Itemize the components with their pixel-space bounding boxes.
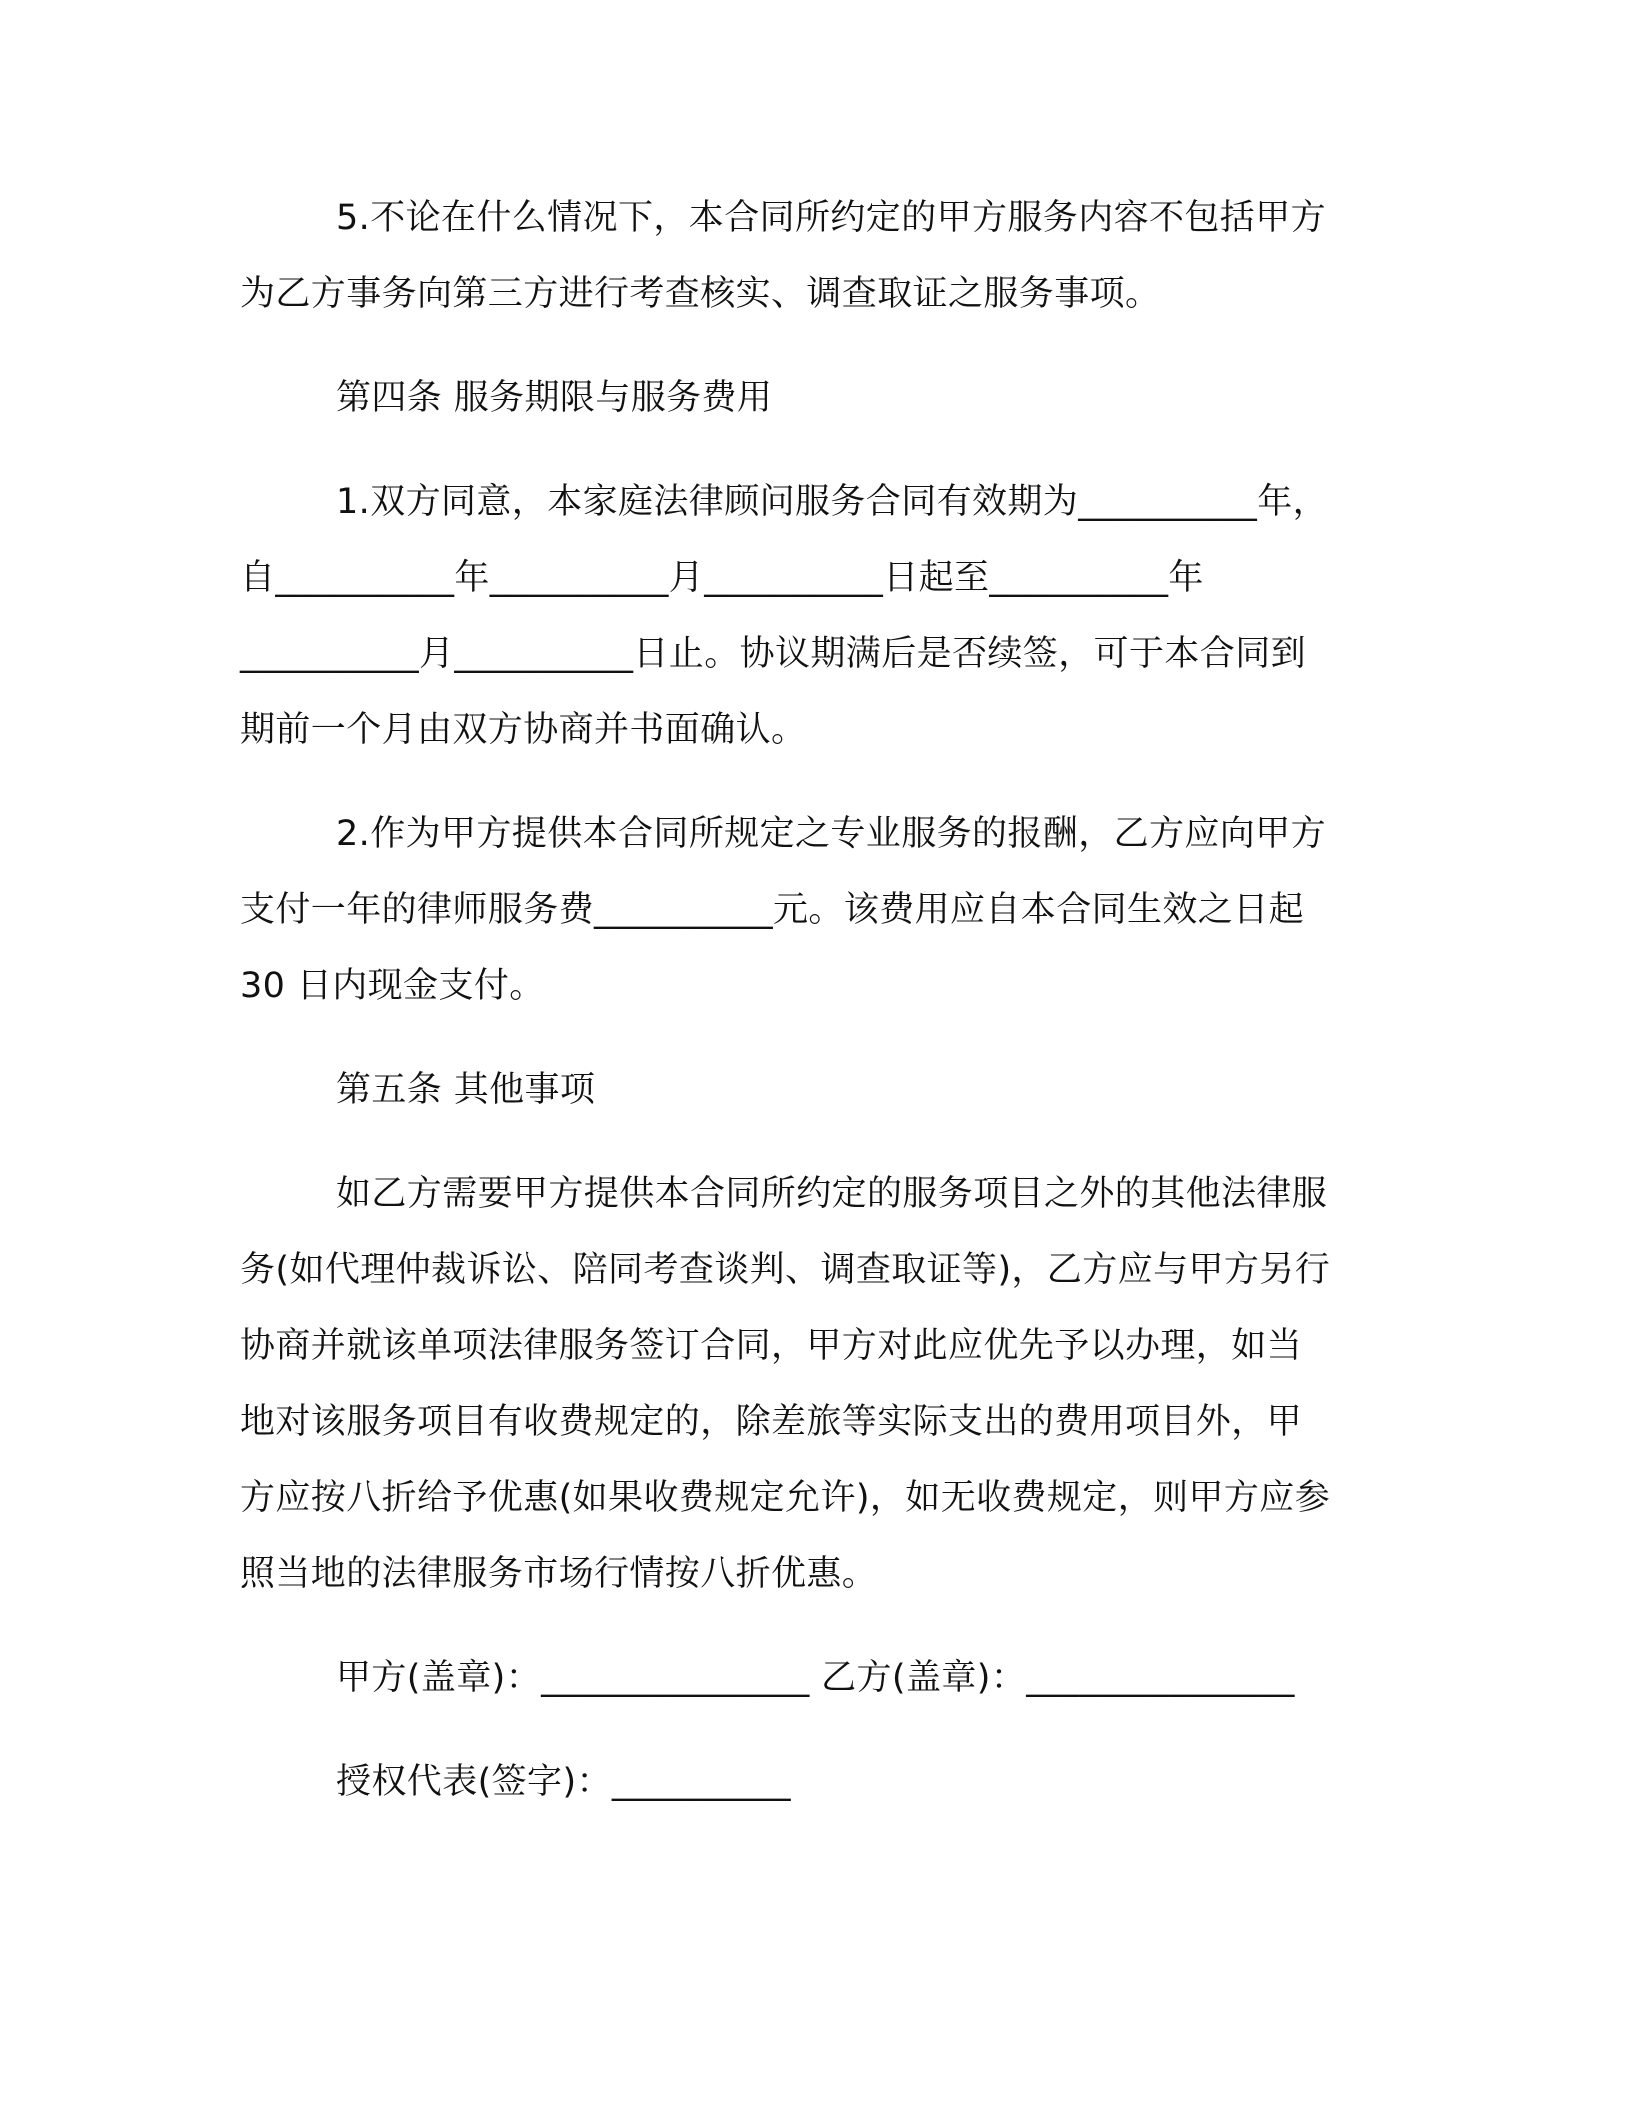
article-4-heading: 第四条 服务期限与服务费用 (336, 378, 773, 418)
clause-4-2-line-3: 30 日内现金支付。 (240, 966, 545, 1006)
clause-4-1-line-1: 1.双方同意，本家庭法律顾问服务合同有效期为__________年， (336, 482, 1328, 522)
clause-4-2-line-1: 2.作为甲方提供本合同所规定之专业服务的报酬，乙方应向甲方 (336, 814, 1326, 854)
article-5-heading: 第五条 其他事项 (336, 1070, 596, 1110)
clause-4-1-line-4: 期前一个月由双方协商并书面确认。 (240, 710, 807, 750)
clause-3-5-line-1: 5.不论在什么情况下，本合同所约定的甲方服务内容不包括甲方 (336, 198, 1326, 238)
authorized-signature-line: 授权代表(签字)：__________ (336, 1762, 791, 1802)
article-5-line-2: 务(如代理仲裁诉讼、陪同考查谈判、调查取证等)，乙方应与甲方另行 (240, 1250, 1331, 1290)
clause-4-2-line-2: 支付一年的律师服务费__________元。该费用应自本合同生效之日起 (240, 890, 1305, 930)
article-5-line-6: 照当地的法律服务市场行情按八折优惠。 (240, 1554, 878, 1594)
party-seal-line: 甲方(盖章)：_______________ 乙方(盖章)：_______________ (336, 1658, 1295, 1698)
clause-4-1-line-2: 自__________年__________月__________日起至__________年 (240, 558, 1204, 598)
article-5-line-4: 地对该服务项目有收费规定的，除差旅等实际支出的费用项目外，甲 (240, 1402, 1303, 1442)
article-5-line-3: 协商并就该单项法律服务签订合同，甲方对此应优先予以办理，如当 (240, 1326, 1303, 1366)
article-5-line-5: 方应按八折给予优惠(如果收费规定允许)，如无收费规定，则甲方应参 (240, 1478, 1331, 1518)
article-5-line-1: 如乙方需要甲方提供本合同所约定的服务项目之外的其他法律服 (336, 1174, 1328, 1214)
clause-3-5-line-2: 为乙方事务向第三方进行考查核实、调查取证之服务事项。 (240, 274, 1161, 314)
clause-4-1-line-3: __________月__________日止。协议期满后是否续签，可于本合同到 (240, 634, 1307, 674)
